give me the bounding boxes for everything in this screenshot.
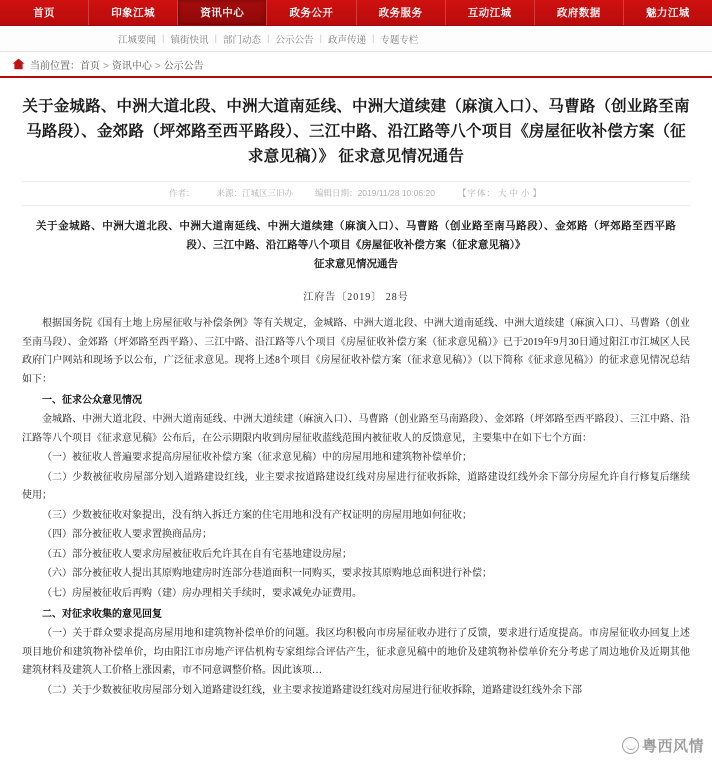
topnav-label: 政务公开 [289, 7, 334, 19]
section-1-item-5: （五）部分被征收人要求房屋被征收后允许其在自有宅基地建设房屋； [42, 548, 352, 560]
topnav-item-gov-service[interactable] [357, 0, 446, 25]
subnav-item-dept-dynamics[interactable]: 部门动态 [222, 34, 261, 46]
topnav-label: 魅力江城 [645, 7, 690, 19]
section-2-item-2: （二）关于少数被征收房屋部分划入道路建设红线，业主要求按道路建设红线对房屋进行征收拆除，道路建设红线外余下部 [42, 684, 582, 696]
topnav-label: 互动江城 [467, 7, 512, 19]
meta-source-label: 来源： [216, 188, 243, 198]
document-number: 江府告〔2019〕 28号 [303, 292, 409, 303]
meta-source-value: 江城区三旧办 [242, 188, 294, 198]
topnav-item-gov-data[interactable] [535, 0, 624, 25]
section-1-item-1: （一）被征收人普遍要求提高房屋征收补偿方案（征求意见稿）中的房屋用地和建筑物补偿单价； [42, 452, 472, 463]
meta-author-label: 作者： [169, 188, 195, 198]
section-1-item-6: （六）部分被征收人提出其原购地建房时连部分巷道面积一同购买，要求按其原购地总面积进行补偿； [42, 568, 492, 579]
section-1-item-2: （二）少数被征收房屋部分划入道路建设红线，业主要求按道路建设红线对房屋进行征收拆除，道路建设红线外余下部分房屋允许自行修复后继续使用； [22, 471, 690, 501]
article-container [0, 78, 712, 700]
article-meta-bar [22, 181, 690, 206]
section-1-item-3: （三）少数被征收对象提出，没有纳入拆迁方案的住宅用地和没有产权证明的房屋用地如何征收； [42, 509, 472, 521]
topnav-label: 政府数据 [556, 7, 601, 19]
font-size-close-bracket: 】 [532, 188, 542, 198]
breadcrumb-text [30, 57, 204, 72]
subnav-separator: | [162, 33, 165, 44]
top-navigation [0, 0, 712, 26]
subnav-separator: | [266, 33, 270, 44]
font-size-small-button[interactable]: 小 [520, 188, 531, 198]
document-heading-sub: 征求意见情况通告 [314, 259, 398, 270]
section-1-item-7: （七）房屋被征收后再购（建）房办理相关手续时，要求减免办证费用。 [42, 587, 362, 599]
subnav-item-town-express[interactable]: 镇街快讯 [170, 34, 209, 46]
subnav-separator: | [319, 33, 322, 44]
topnav-item-charm[interactable] [624, 0, 712, 25]
subnav-item-special-topics[interactable]: 专题专栏 [380, 34, 419, 46]
page-title: 关于金城路、中洲大道北段、中洲大道南延线、中洲大道续建（麻演入口）、马曹路（创业路至南马路段）、金郊路（坪郊路至西平路段）、三江中路、沿江路等八个项目《房屋征收补偿方案（征求意见稿）》 征求意见情况通告 [22, 98, 690, 165]
subnav-separator: | [214, 33, 217, 44]
watermark-text: 粤西风情 [641, 739, 704, 755]
font-size-open-bracket: 【字体： [457, 188, 496, 198]
breadcrumb-item-public-notice[interactable]: 公示公告 [163, 60, 204, 72]
circle-smile-icon [622, 737, 639, 754]
section-heading-2: 二、对征求收集的意见回复 [42, 609, 162, 620]
watermark [622, 735, 704, 756]
document-paragraph-1: 根据国务院《国有土地上房屋征收与补偿条例》等有关规定，金城路、中洲大道北段、中洲大道南延线、中洲大道续建（麻演入口）、马曹路（创业至南马段）、金郊路（坪郊路至西平路）、三江中路、沿江路等八个项目《房屋征收补偿方案（征求意见稿）》已于2019年9月30日通过阳江市江城区人民政府门户网站和现场予以公布，广泛征求意见。现将上述8个项目《房屋征收补偿方案（征求意见稿）》（以下简称《征求意见稿》）的征求意见情况总结如下： [22, 318, 690, 385]
meta-author [169, 187, 195, 199]
subnav-separator: | [371, 33, 375, 44]
document-heading-main: 关于金城路、中洲大道北段、中洲大道南延线、中洲大道续建（麻演入口）、马曹路（创业路至南马路段）、金郊路（坪郊路至西平路段）、三江中路、沿江路等八个项目《房屋征收补偿方案（征求意见稿）》 [36, 221, 676, 251]
breadcrumb-separator: > [154, 60, 161, 72]
subnav-item-gov-voice[interactable]: 政声传递 [327, 34, 366, 46]
topnav-item-home[interactable] [0, 0, 89, 25]
breadcrumb [0, 52, 712, 78]
topnav-item-interactive[interactable] [446, 0, 535, 25]
section-heading-1: 一、征求公众意见情况 [42, 395, 142, 406]
document-body [22, 217, 690, 700]
meta-date-label: 编辑日期： [315, 188, 358, 198]
home-icon [12, 58, 25, 70]
breadcrumb-item-home[interactable]: 首页 [80, 60, 100, 72]
sub-navigation [0, 26, 712, 52]
breadcrumb-separator: > [103, 60, 109, 72]
topnav-label: 资讯中心 [200, 7, 245, 19]
font-size-medium-button[interactable]: 中 [509, 188, 519, 198]
section-2-item-1: （一）关于群众要求提高房屋用地和建筑物补偿单价的问题。我区均积极向市房屋征收办进行了反馈，要求进行适度提高。市房屋征收办回复上述项目地价和建筑物补偿单价，均由阳江市房地产评估机构专家组综合评估产生，征求意见稿中的地价及建筑物补偿单价充分考虑了周边地价及近期其他建筑材料及建筑人工价格上涨因素，市不同意调整价格。因此该项… [22, 628, 690, 676]
meta-date [315, 187, 435, 199]
breadcrumb-prefix: 当前位置： [30, 60, 80, 72]
topnav-label: 首页 [33, 7, 56, 19]
section-1-intro: 金城路、中洲大道北段、中洲大道南延线、中洲大道续建（麻演入口）、马曹路（创业路至马南路段）、金郊路（坪郊路至西平路段）、三江中路、沿江路等八个项目《征求意见稿》公布后，在公示期限内收到房屋征收蓝线范围内被征收人的反馈意见，主要集中在如下七个方面： [22, 414, 690, 444]
font-size-control [457, 187, 543, 199]
breadcrumb-item-news-center[interactable]: 资讯中心 [111, 60, 152, 72]
section-1-item-4: （四）部分被征收人要求置换商品房； [42, 529, 212, 540]
subnav-item-city-news[interactable]: 江城要闻 [118, 34, 157, 46]
topnav-label: 政务服务 [378, 7, 423, 19]
topnav-item-impression[interactable] [89, 0, 178, 25]
topnav-label: 印象江城 [111, 7, 156, 19]
meta-date-value: 2019/11/28 10:06:20 [357, 188, 435, 198]
font-size-large-button[interactable]: 大 [497, 188, 508, 198]
subnav-item-public-notice[interactable]: 公示公告 [275, 34, 314, 46]
topnav-item-news-center[interactable] [178, 0, 267, 25]
meta-source [217, 187, 294, 199]
topnav-item-gov-disclosure[interactable] [267, 0, 356, 25]
